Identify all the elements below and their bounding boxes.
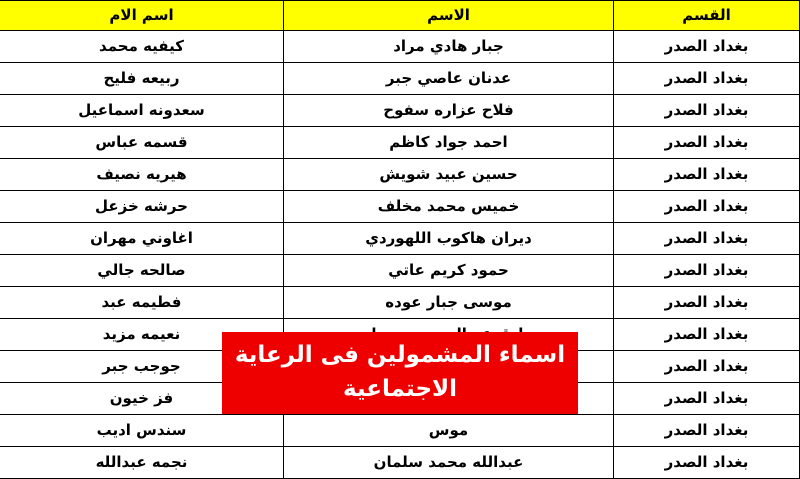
cell-mother: حرشه خزعل [0,191,284,223]
table-row [0,287,800,319]
table-row [0,63,800,95]
table-row [0,95,800,127]
cell-name: عبدالله محمد سلمان [284,447,614,479]
cell-mother: سندس اديب [0,415,284,447]
cell-mother: نعيمه مزيد [0,319,284,351]
cell-mother: فطيمه عبد [0,287,284,319]
cell-mother: صالحه جالي [0,255,284,287]
cell-name: حسين عبيد شويش [284,159,614,191]
cell-name: خميس محمد مخلف [284,191,614,223]
cell-mother: جوجب جبر [0,351,284,383]
column-header-name: الاسم [284,1,614,31]
table-row [0,415,800,447]
cell-mother: نجمه عبدالله [0,447,284,479]
overlay-title-line-2: الاجتماعية [342,376,458,402]
cell-name: ديران هاكوب اللهوردي [284,223,614,255]
cell-name: احمد جواد كاظم [284,127,614,159]
cell-qism: بغداد الصدر [614,159,800,191]
cell-qism: بغداد الصدر [614,415,800,447]
table-row [0,191,800,223]
table-row [0,31,800,63]
cell-qism: بغداد الصدر [614,95,800,127]
table-header [0,1,800,31]
cell-name: جبار هادي مراد [284,31,614,63]
cell-name: موس [284,415,614,447]
column-header-qism: القسم [614,1,800,31]
table-header-row [0,1,800,31]
cell-qism: بغداد الصدر [614,191,800,223]
cell-mother: قسمه عباس [0,127,284,159]
cell-qism: بغداد الصدر [614,287,800,319]
cell-qism: بغداد الصدر [614,63,800,95]
cell-qism: بغداد الصدر [614,351,800,383]
cell-name: عدنان عاصي جبر [284,63,614,95]
cell-qism: بغداد الصدر [614,127,800,159]
table-row [0,127,800,159]
cell-qism: بغداد الصدر [614,319,800,351]
cell-qism: بغداد الصدر [614,255,800,287]
table-row [0,447,800,479]
cell-mother: فز خيون [0,383,284,415]
cell-mother: هيريه نصيف [0,159,284,191]
cell-qism: بغداد الصدر [614,31,800,63]
cell-name: فلاح عزاره سفوح [284,95,614,127]
cell-qism: بغداد الصدر [614,447,800,479]
cell-mother: اغاوني مهران [0,223,284,255]
cell-mother: ربيعه فليح [0,63,284,95]
table-row [0,159,800,191]
cell-name: موسى جبار عوده [284,287,614,319]
cell-mother: سعدونه اسماعيل [0,95,284,127]
column-header-mother: اسم الام [0,1,284,31]
cell-qism: بغداد الصدر [614,223,800,255]
cell-mother: كيفيه محمد [0,31,284,63]
overlay-title-line-1: اسماء المشمولين فى الرعاية [234,342,566,368]
cell-name: حمود كريم عاتي [284,255,614,287]
table-row [0,223,800,255]
table-row [0,255,800,287]
cell-qism: بغداد الصدر [614,383,800,415]
overlay-title-banner [222,332,578,414]
